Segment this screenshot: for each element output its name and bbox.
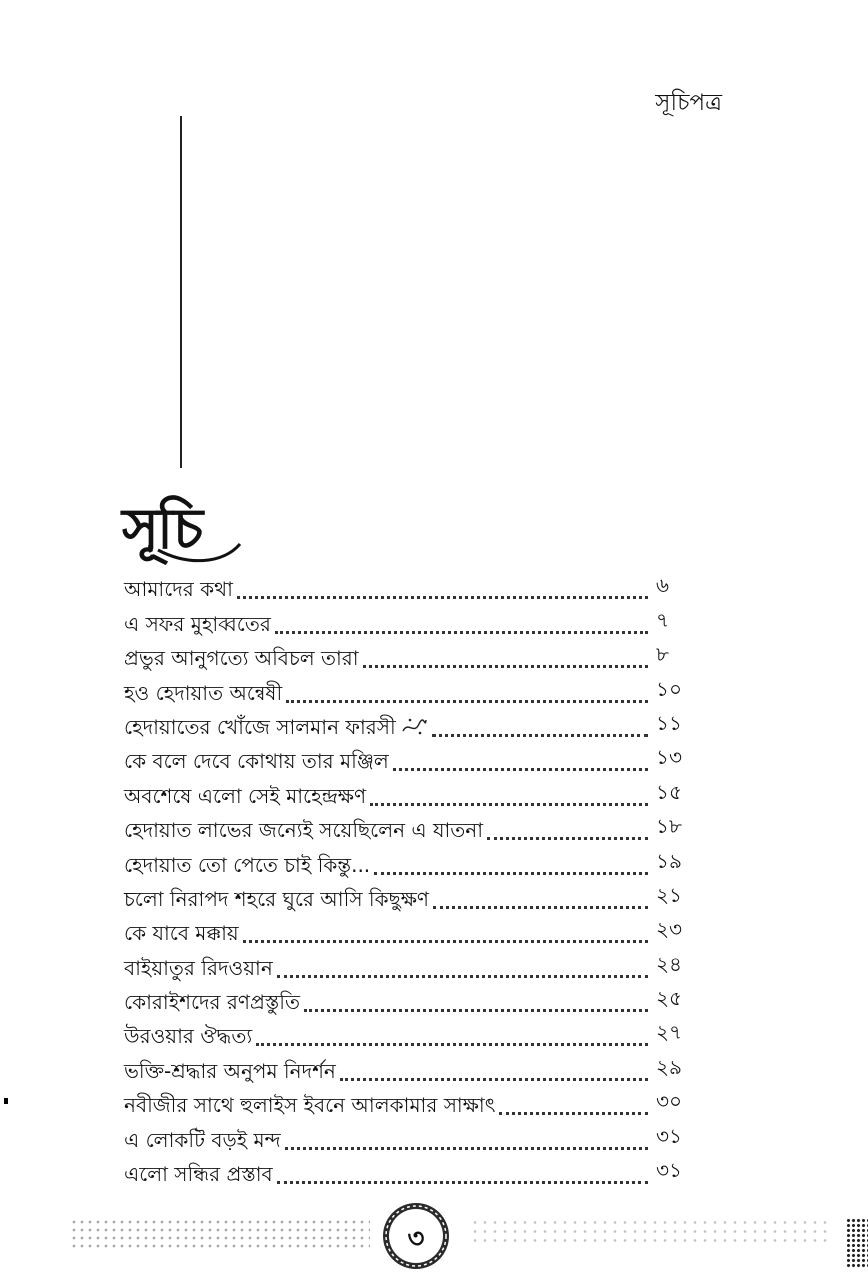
toc-entry [124,980,694,1014]
toc-leader-dots [277,1181,648,1184]
toc-entry-page: ৩১ [656,1158,682,1183]
toc-list [124,567,694,1186]
toc-entry [124,670,694,704]
toc-entry-page: ৩১ [656,1123,682,1148]
toc-entry [124,945,694,979]
toc-leader-dots [363,665,648,668]
toc-entry-page: ৭ [656,607,670,632]
toc-leader-dots [340,1078,648,1081]
toc-entry-title: কে যাবে মক্কায় [124,923,243,945]
scan-speck [4,1098,8,1104]
edge-ornament [846,1218,868,1268]
toc-entry-page: ১৮ [656,814,682,839]
toc-entry-page: ৮ [656,642,669,667]
toc-leader-dots [499,1112,648,1115]
toc-heading [118,478,258,568]
toc-entry-page: ২৪ [656,951,682,976]
toc-entry [124,705,694,739]
toc-entry [124,636,694,670]
toc-entry [124,1048,694,1082]
toc-leader-dots [286,700,648,703]
ornament-left [70,1218,370,1248]
footer-ornament [70,1208,840,1256]
toc-entry-title: কোরাইশদের রণপ্রস্তুতি [124,992,304,1014]
toc-heading-text: সূচি [122,497,202,562]
toc-leader-dots [433,906,648,909]
toc-entry-page: ২৩ [656,917,683,942]
page-number: ৩ [407,1224,425,1254]
toc-leader-dots [304,1009,648,1012]
toc-entry-title: প্রভুর আনুগত্যে অবিচল তারা [124,648,363,670]
toc-entry [124,877,694,911]
toc-entry-page: ২৯ [656,1054,682,1079]
toc-entry-page: ২১ [656,882,682,907]
toc-leader-dots [487,837,648,840]
toc-leader-dots [285,1147,648,1150]
toc-entry [124,1014,694,1048]
toc-leader-dots [277,975,648,978]
toc-entry-title: বাইয়াতুর রিদওয়ান [124,958,277,980]
toc-entry-title: আমাদের কথা [124,579,237,601]
toc-entry-title: ভক্তি-শ্রদ্ধার অনুপম নিদর্শন [124,1061,340,1083]
toc-entry-page: ১০ [656,676,682,701]
toc-entry-page: ১৫ [656,779,682,804]
toc-entry-title: নবীজীর সাথে হুলাইস ইবনে আলকামার সাক্ষাৎ [124,1095,499,1117]
toc-entry-page: ৩০ [656,1089,683,1114]
toc-entry-page: ২৭ [656,1020,683,1045]
toc-leader-dots [393,768,648,771]
running-header: সূচিপত্র [655,90,722,116]
toc-entry-title: কে বলে দেবে কোথায় তার মঞ্জিল [124,751,393,773]
toc-entry-title: হেদায়াত লাভের জন্যেই সয়েছিলেন এ যাতনা [124,820,487,842]
toc-leader-dots [256,1043,648,1046]
toc-entry-page: ২৫ [656,986,682,1011]
toc-entry-title: এলো সন্ধির প্রস্তাব [124,1164,277,1186]
toc-entry-title: এ সফর মুহাব্বতের [124,614,275,636]
toc-entry [124,739,694,773]
toc-entry-title: হেদায়াতের খোঁজে সালমান ফারসী [124,717,400,739]
toc-leader-dots [275,631,648,634]
toc-entry-page: ১৯ [656,848,682,873]
toc-entry [124,601,694,635]
toc-entry-title: অবশেষে এলো সেই মাহেন্দ্রক্ষণ [124,786,370,808]
ornament-right [470,1218,830,1248]
toc-leader-dots [374,872,648,875]
toc-entry-title: এ লোকটি বড়ই মন্দ [124,1130,285,1152]
toc-entry-title: চলো নিরাপদ শহরে ঘুরে আসি কিছুক্ষণ [124,889,433,911]
toc-entry [124,911,694,945]
toc-entry-page: ৬ [656,573,670,598]
toc-entry-page: ১১ [656,710,682,735]
toc-entry [124,1152,694,1186]
toc-entry-title: উরওয়ার ঔদ্ধত্য [124,1026,256,1048]
toc-leader-dots [243,940,648,943]
toc-leader-dots [432,734,648,737]
toc-entry-page: ১৩ [656,745,682,770]
toc-entry [124,808,694,842]
honorific-calligraphy-icon [400,715,428,737]
toc-entry [124,1117,694,1151]
toc-leader-dots [370,803,648,806]
toc-entry-title: হও হেদায়াত অন্বেষী [124,683,286,705]
vertical-rule [180,116,182,468]
toc-entry [124,842,694,876]
toc-entry [124,1083,694,1117]
toc-entry [124,567,694,601]
toc-entry [124,773,694,807]
toc-entry-title: হেদায়াত তো পেতে চাই কিন্তু... [124,855,374,877]
toc-leader-dots [237,596,648,599]
